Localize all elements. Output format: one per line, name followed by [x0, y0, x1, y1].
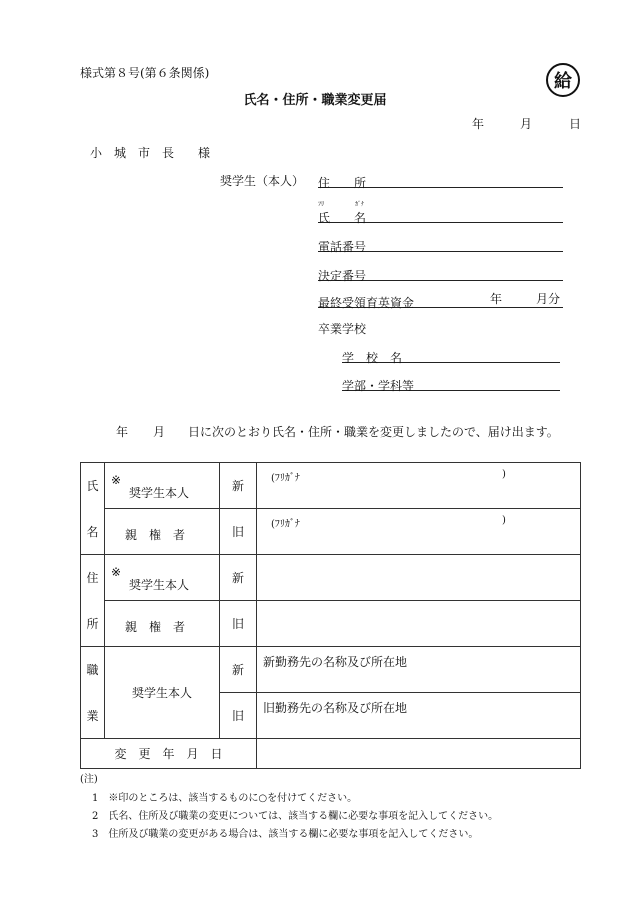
address-guardian-cell[interactable] [105, 601, 220, 647]
new-label: 新 [220, 555, 257, 601]
school-name-field[interactable] [342, 347, 560, 363]
phone-field[interactable] [318, 236, 563, 252]
guardian-label: 親 権 者 [125, 528, 186, 542]
furigana-open: (ﾌﾘｶﾞﾅ [271, 473, 300, 484]
decision-number-label: 決定番号 [318, 269, 367, 283]
statement-text: 日に次のとおり氏名・住所・職業を変更しましたので、届け出ます。 [188, 425, 559, 439]
statement-year: 年 [116, 425, 129, 439]
page-title: 氏名・住所・職業変更届 [243, 93, 387, 108]
note-item: 3 住所及び職業の変更がある場合は、該当する欄に必要な事項を記入してください。 [92, 829, 479, 840]
name-old-field[interactable] [257, 509, 581, 555]
furigana-open: (ﾌﾘｶﾞﾅ [271, 519, 300, 530]
address-old-field[interactable] [257, 601, 581, 647]
change-date-label: 変 更 年 月 日 [81, 739, 257, 769]
last-receipt-month: 月分 [536, 292, 561, 306]
furigana-1: ﾌﾘ [318, 201, 325, 208]
new-label: 新 [220, 647, 257, 693]
name-char-1: 氏 [86, 479, 99, 494]
faculty-label: 学部・学科等 [342, 379, 415, 393]
address-field[interactable] [318, 172, 563, 188]
furigana-close: ) [502, 515, 506, 526]
date-day: 日 [569, 117, 582, 131]
last-receipt-field[interactable] [318, 292, 563, 308]
name-section-label [81, 463, 105, 555]
kome-mark: ※ [111, 473, 122, 487]
change-table [80, 462, 581, 769]
job-new-field[interactable] [257, 647, 581, 693]
name-label: 氏 名 [318, 211, 367, 225]
name-char-2: 名 [86, 524, 99, 539]
furigana-close: ) [502, 469, 506, 480]
address-char-2: 所 [86, 616, 99, 631]
addressee: 小 城 市 長 様 [90, 146, 211, 160]
job-student-cell: 奨学生本人 [105, 647, 220, 739]
address-student-cell[interactable] [105, 555, 220, 601]
name-guardian-cell[interactable] [105, 509, 220, 555]
date-year: 年 [472, 117, 485, 131]
graduated-school-label: 卒業学校 [318, 322, 367, 336]
notes-header: (注) [80, 774, 98, 785]
form-code: 様式第８号(第６条関係) [80, 66, 210, 80]
guardian-label: 親 権 者 [125, 620, 186, 634]
name-student-cell[interactable] [105, 463, 220, 509]
last-receipt-year: 年 [490, 292, 503, 306]
old-label: 旧 [220, 509, 257, 555]
note-item: 1 ※印のところは、該当するものに○を付けてください。 [92, 793, 358, 804]
faculty-field[interactable] [342, 375, 560, 391]
job-char-2: 業 [86, 708, 99, 723]
job-char-1: 職 [86, 663, 99, 678]
new-work-label: 新勤務先の名称及び所在地 [263, 655, 408, 669]
job-section-label [81, 647, 105, 739]
address-label: 住 所 [318, 176, 367, 190]
decision-number-field[interactable] [318, 265, 563, 281]
date-month: 月 [520, 117, 533, 131]
kyu-stamp: 給 [546, 63, 580, 97]
school-name-label: 学 校 名 [342, 351, 403, 365]
job-old-field[interactable] [257, 693, 581, 739]
student-label: 奨学生本人 [129, 578, 190, 592]
old-label: 旧 [220, 693, 257, 739]
last-receipt-label: 最終受領育英資金 [318, 296, 415, 310]
name-field[interactable] [318, 207, 563, 223]
old-label: 旧 [220, 601, 257, 647]
name-new-field[interactable] [257, 463, 581, 509]
statement-month: 月 [153, 425, 166, 439]
old-work-label: 旧勤務先の名称及び所在地 [263, 701, 408, 715]
furigana-2: ｶﾞﾅ [355, 201, 365, 208]
change-date-field[interactable] [257, 739, 581, 769]
address-char-1: 住 [86, 571, 99, 586]
address-section-label [81, 555, 105, 647]
phone-label: 電話番号 [318, 240, 367, 254]
address-new-field[interactable] [257, 555, 581, 601]
student-label: 奨学生本人 [129, 486, 190, 500]
applicant-label: 奨学生（本人） [220, 174, 305, 188]
new-label: 新 [220, 463, 257, 509]
kome-mark: ※ [111, 565, 122, 579]
note-item: 2 氏名、住所及び職業の変更については、該当する欄に必要な事項を記入してください。 [92, 811, 499, 822]
